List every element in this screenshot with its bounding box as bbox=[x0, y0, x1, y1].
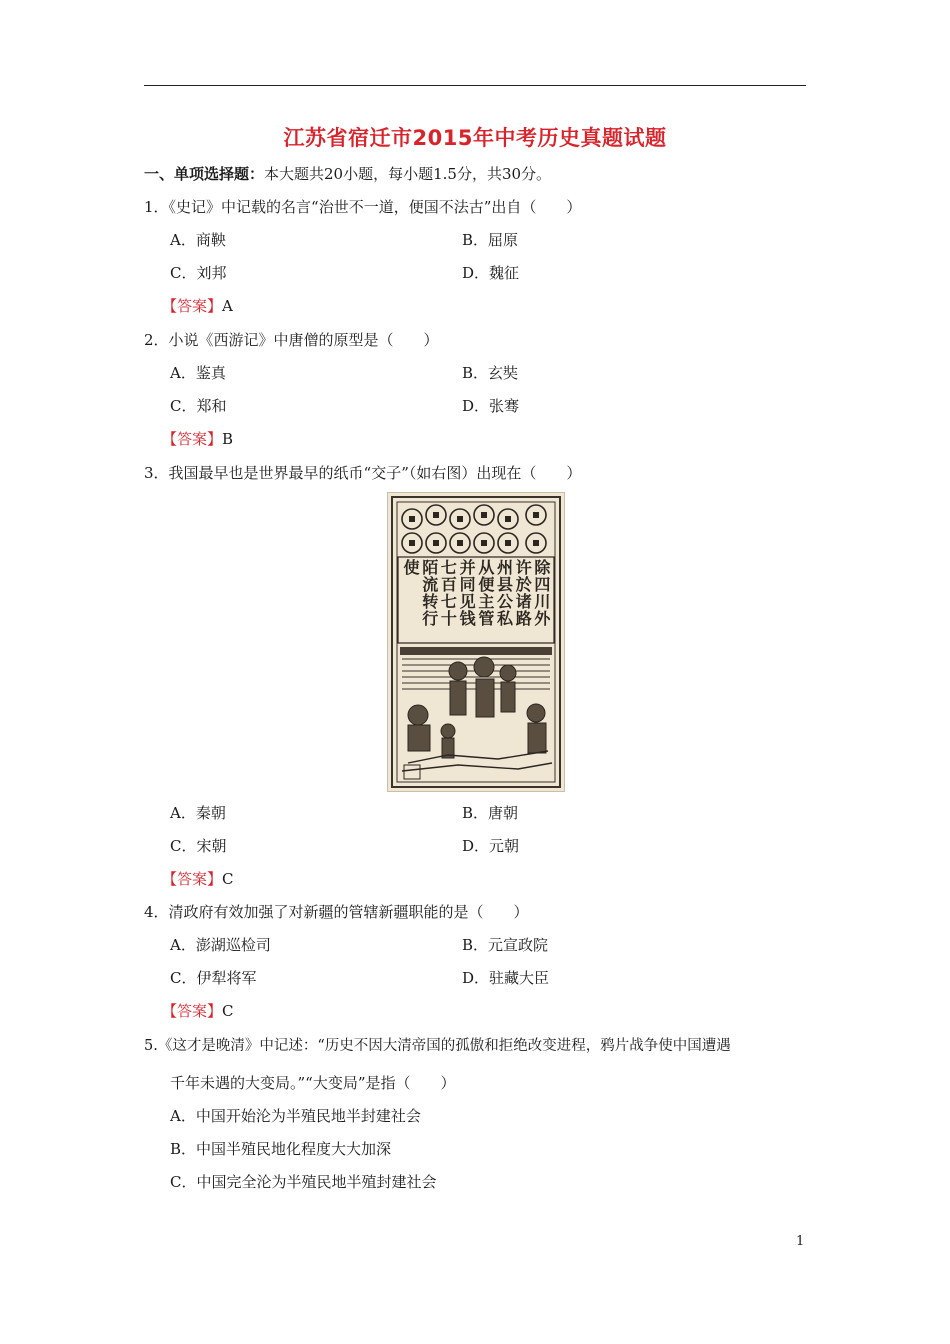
answer-label: 【答案】 bbox=[162, 297, 223, 315]
question-2-option-d: D．张骞 bbox=[462, 397, 520, 415]
answer-value: C bbox=[222, 870, 234, 888]
question-5-option-a: A．中国开始沦为半殖民地半封建社会 bbox=[170, 1107, 421, 1125]
question-4-option-d: D．驻藏大臣 bbox=[462, 969, 550, 987]
banknote-text-column: 除四川外 bbox=[531, 559, 551, 627]
question-5-stem-continued: 千年未遇的大变局。”“大变局”是指（ ） bbox=[170, 1074, 456, 1092]
question-3-answer bbox=[162, 869, 234, 889]
answer-value: B bbox=[222, 430, 234, 448]
header-rule bbox=[144, 85, 806, 86]
answer-value: A bbox=[222, 297, 233, 315]
question-4-answer bbox=[162, 1001, 234, 1021]
question-1-stem: 1．《史记》中记载的名言“治世不一道，便国不法古”出自（ ） bbox=[144, 198, 582, 216]
answer-label: 【答案】 bbox=[162, 430, 223, 448]
banknote-text-column: 陌流转行 bbox=[419, 559, 439, 627]
answer-label: 【答案】 bbox=[162, 870, 223, 888]
question-1-option-a: A．商鞅 bbox=[170, 231, 226, 249]
question-5-stem: 5.《这才是晚清》中记述：“历史不因大清帝国的孤傲和拒绝改变进程，鸦片战争使中国遭遇 bbox=[144, 1038, 731, 1054]
section-heading bbox=[144, 164, 551, 184]
jiaozi-banknote-image bbox=[387, 492, 565, 792]
question-5-option-b: B．中国半殖民地化程度大大加深 bbox=[170, 1140, 392, 1158]
section-text: 本大题共20小题，每小题1.5分，共30分。 bbox=[264, 165, 552, 183]
banknote-text-columns bbox=[400, 559, 552, 641]
question-2-stem: 2．小说《西游记》中唐僧的原型是（ ） bbox=[144, 331, 439, 349]
question-3-option-c: C．宋朝 bbox=[170, 837, 227, 855]
question-1-option-d: D．魏征 bbox=[462, 264, 520, 282]
question-3-stem: 3．我国最早也是世界最早的纸币“交子”（如右图）出现在（ ） bbox=[144, 464, 582, 482]
question-2-option-a: A．鉴真 bbox=[170, 364, 226, 382]
banknote-text-column: 使 bbox=[401, 559, 420, 576]
question-2-answer bbox=[162, 429, 233, 449]
banknote-text-column: 许於诸路 bbox=[513, 559, 533, 627]
question-3-option-a: A．秦朝 bbox=[170, 804, 226, 822]
question-4-option-c: C．伊犁将军 bbox=[170, 969, 257, 987]
question-3-option-b: B．唐朝 bbox=[462, 804, 519, 822]
page-title: 江苏省宿迁市2015年中考历史真题试题 bbox=[283, 126, 667, 150]
banknote-text-column: 并同见钱 bbox=[457, 559, 477, 627]
question-1-option-b: B．屈原 bbox=[462, 231, 519, 249]
question-3-option-d: D．元朝 bbox=[462, 837, 520, 855]
question-4-option-b: B．元宣政院 bbox=[462, 936, 549, 954]
page-number: 1 bbox=[796, 1234, 805, 1249]
question-4-stem: 4．清政府有效加强了对新疆的管辖新疆职能的是（ ） bbox=[144, 903, 529, 921]
jiaozi-banknote-icon bbox=[388, 493, 564, 791]
answer-label: 【答案】 bbox=[162, 1002, 223, 1020]
banknote-text-column: 从便主管 bbox=[475, 559, 495, 627]
question-1-option-c: C．刘邦 bbox=[170, 264, 227, 282]
question-5-option-c: C．中国完全沦为半殖民地半殖封建社会 bbox=[170, 1173, 437, 1191]
section-label: 一、单项选择题： bbox=[144, 165, 265, 183]
banknote-text-column: 州县公私 bbox=[494, 559, 514, 627]
question-1-answer bbox=[162, 296, 233, 316]
question-4-option-a: A．澎湖巡检司 bbox=[170, 936, 271, 954]
question-2-option-b: B．玄奘 bbox=[462, 364, 519, 382]
answer-value: C bbox=[222, 1002, 234, 1020]
question-2-option-c: C．郑和 bbox=[170, 397, 227, 415]
banknote-text-column: 七百七十 bbox=[438, 559, 458, 627]
